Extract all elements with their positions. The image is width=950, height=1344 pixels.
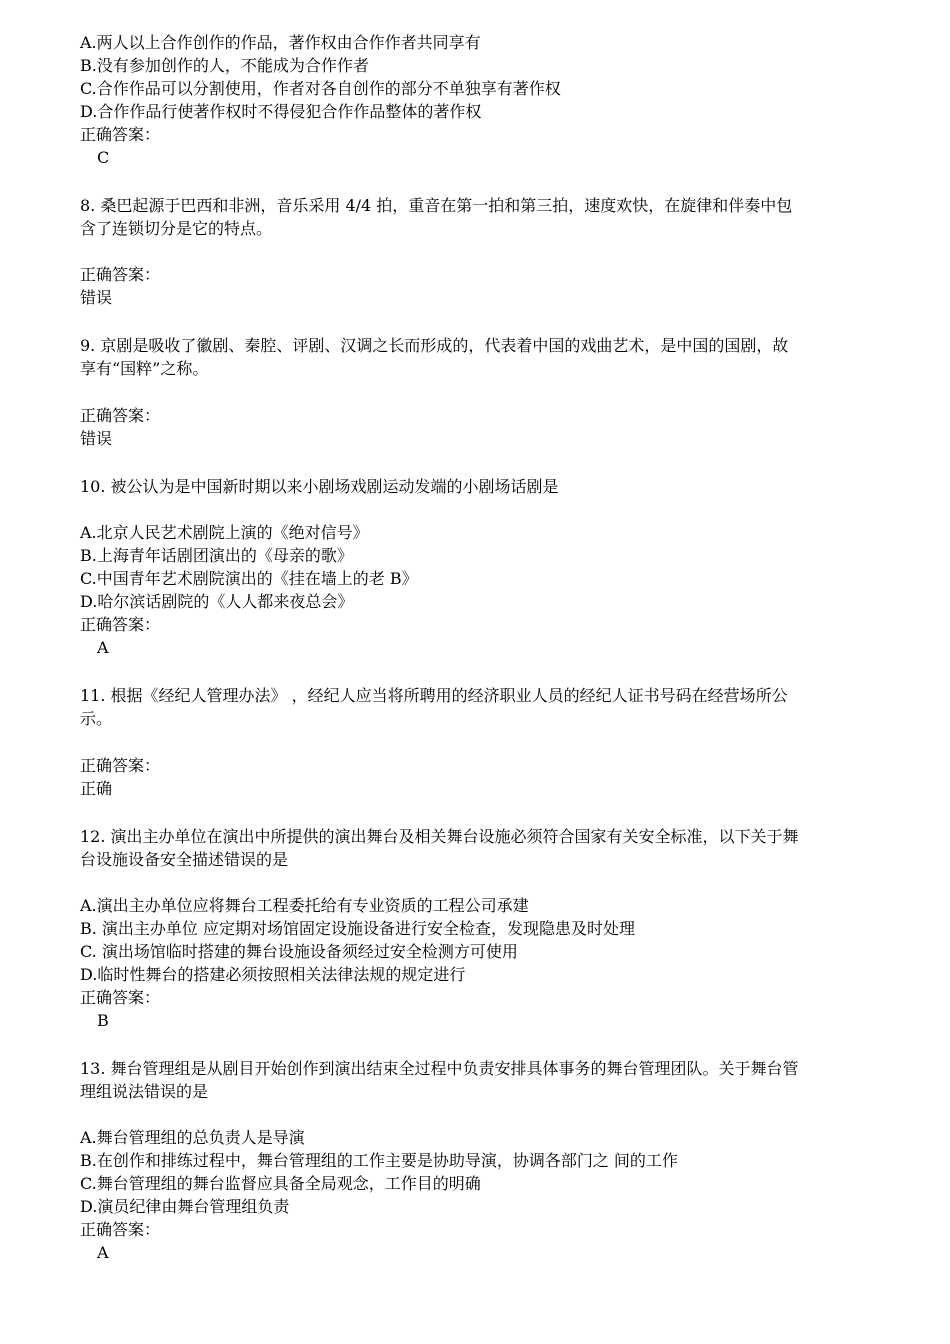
q13-answer: A — [97, 1243, 109, 1262]
q8-answer-label: 正确答案： — [80, 265, 161, 284]
q12-question-line2: 台设施设备安全描述错误的是 — [80, 850, 289, 869]
q11-answer: 正确 — [80, 779, 113, 798]
q7-option-b: B.没有参加创作的人，不能成为合作作者 — [80, 56, 369, 75]
q9-answer-label: 正确答案： — [80, 406, 161, 425]
q10-option-d: D.哈尔滨话剧院的《人人都来夜总会》 — [80, 592, 354, 611]
q12-option-c: C. 演出场馆临时搭建的舞台设施设备须经过安全检测方可使用 — [80, 942, 518, 961]
q10-option-a: A.北京人民艺术剧院上演的《绝对信号》 — [80, 523, 369, 542]
q13-question-line1: 13. 舞台管理组是从剧目开始创作到演出结束全过程中负责安排具体事务的舞台管理团队。关于舞台管 — [80, 1059, 799, 1078]
q13-option-a: A.舞台管理组的总负责人是导演 — [80, 1128, 305, 1147]
q12-answer: B — [97, 1011, 109, 1030]
q12-option-d: D.临时性舞台的搭建必须按照相关法律法规的规定进行 — [80, 965, 466, 984]
q13-option-b: B.在创作和排练过程中，舞台管理组的工作主要是协助导演，协调各部门之 间的工作 — [80, 1151, 678, 1170]
q13-answer-label: 正确答案： — [80, 1220, 161, 1239]
q12-option-b: B. 演出主办单位 应定期对场馆固定设施设备进行安全检查，发现隐患及时处理 — [80, 919, 636, 938]
q13-option-c: C.舞台管理组的舞台监督应具备全局观念，工作目的明确 — [80, 1174, 481, 1193]
q7-answer-label: 正确答案： — [80, 125, 161, 144]
q8-question-line2: 含了连锁切分是它的特点。 — [80, 219, 273, 238]
q10-option-b: B.上海青年话剧团演出的《母亲的歌》 — [80, 546, 353, 565]
q11-question-line1: 11. 根据《经纪人管理办法》 ，经纪人应当将所聘用的经济职业人员的经纪人证书号码在经营场所公 — [80, 686, 788, 705]
q7-option-a: A.两人以上合作创作的作品，著作权由合作作者共同享有 — [80, 33, 481, 52]
q12-answer-label: 正确答案： — [80, 988, 161, 1007]
q10-answer: A — [97, 638, 109, 657]
q9-question-line2: 享有“国粹”之称。 — [80, 359, 209, 378]
q9-question-line1: 9. 京剧是吸收了徽剧、秦腔、评剧、汉调之长而形成的，代表着中国的戏曲艺术，是中国的国剧，故 — [80, 336, 789, 355]
q9-answer: 错误 — [80, 429, 113, 448]
q13-question-line2: 理组说法错误的是 — [80, 1082, 209, 1101]
q12-option-a: A.演出主办单位应将舞台工程委托给有专业资质的工程公司承建 — [80, 896, 529, 915]
q7-option-d: D.合作作品行使著作权时不得侵犯合作作品整体的著作权 — [80, 102, 482, 121]
q11-question-line2: 示。 — [80, 709, 113, 728]
q8-answer: 错误 — [80, 288, 113, 307]
q11-answer-label: 正确答案： — [80, 756, 161, 775]
q8-question-line1: 8. 桑巴起源于巴西和非洲，音乐采用 4/4 拍，重音在第一拍和第三拍，速度欢快，在旋律和伴奏中包 — [80, 196, 793, 215]
q10-answer-label: 正确答案： — [80, 615, 161, 634]
q10-option-c: C.中国青年艺术剧院演出的《挂在墙上的老 B》 — [80, 569, 418, 588]
q7-answer: C — [97, 148, 110, 167]
q13-option-d: D.演员纪律由舞台管理组负责 — [80, 1197, 290, 1216]
q12-question-line1: 12. 演出主办单位在演出中所提供的演出舞台及相关舞台设施必须符合国家有关安全标准，以下关于舞 — [80, 827, 799, 846]
q10-question-line1: 10. 被公认为是中国新时期以来小剧场戏剧运动发端的小剧场话剧是 — [80, 477, 559, 496]
q7-option-c: C.合作作品可以分割使用，作者对各自创作的部分不单独享有著作权 — [80, 79, 561, 98]
